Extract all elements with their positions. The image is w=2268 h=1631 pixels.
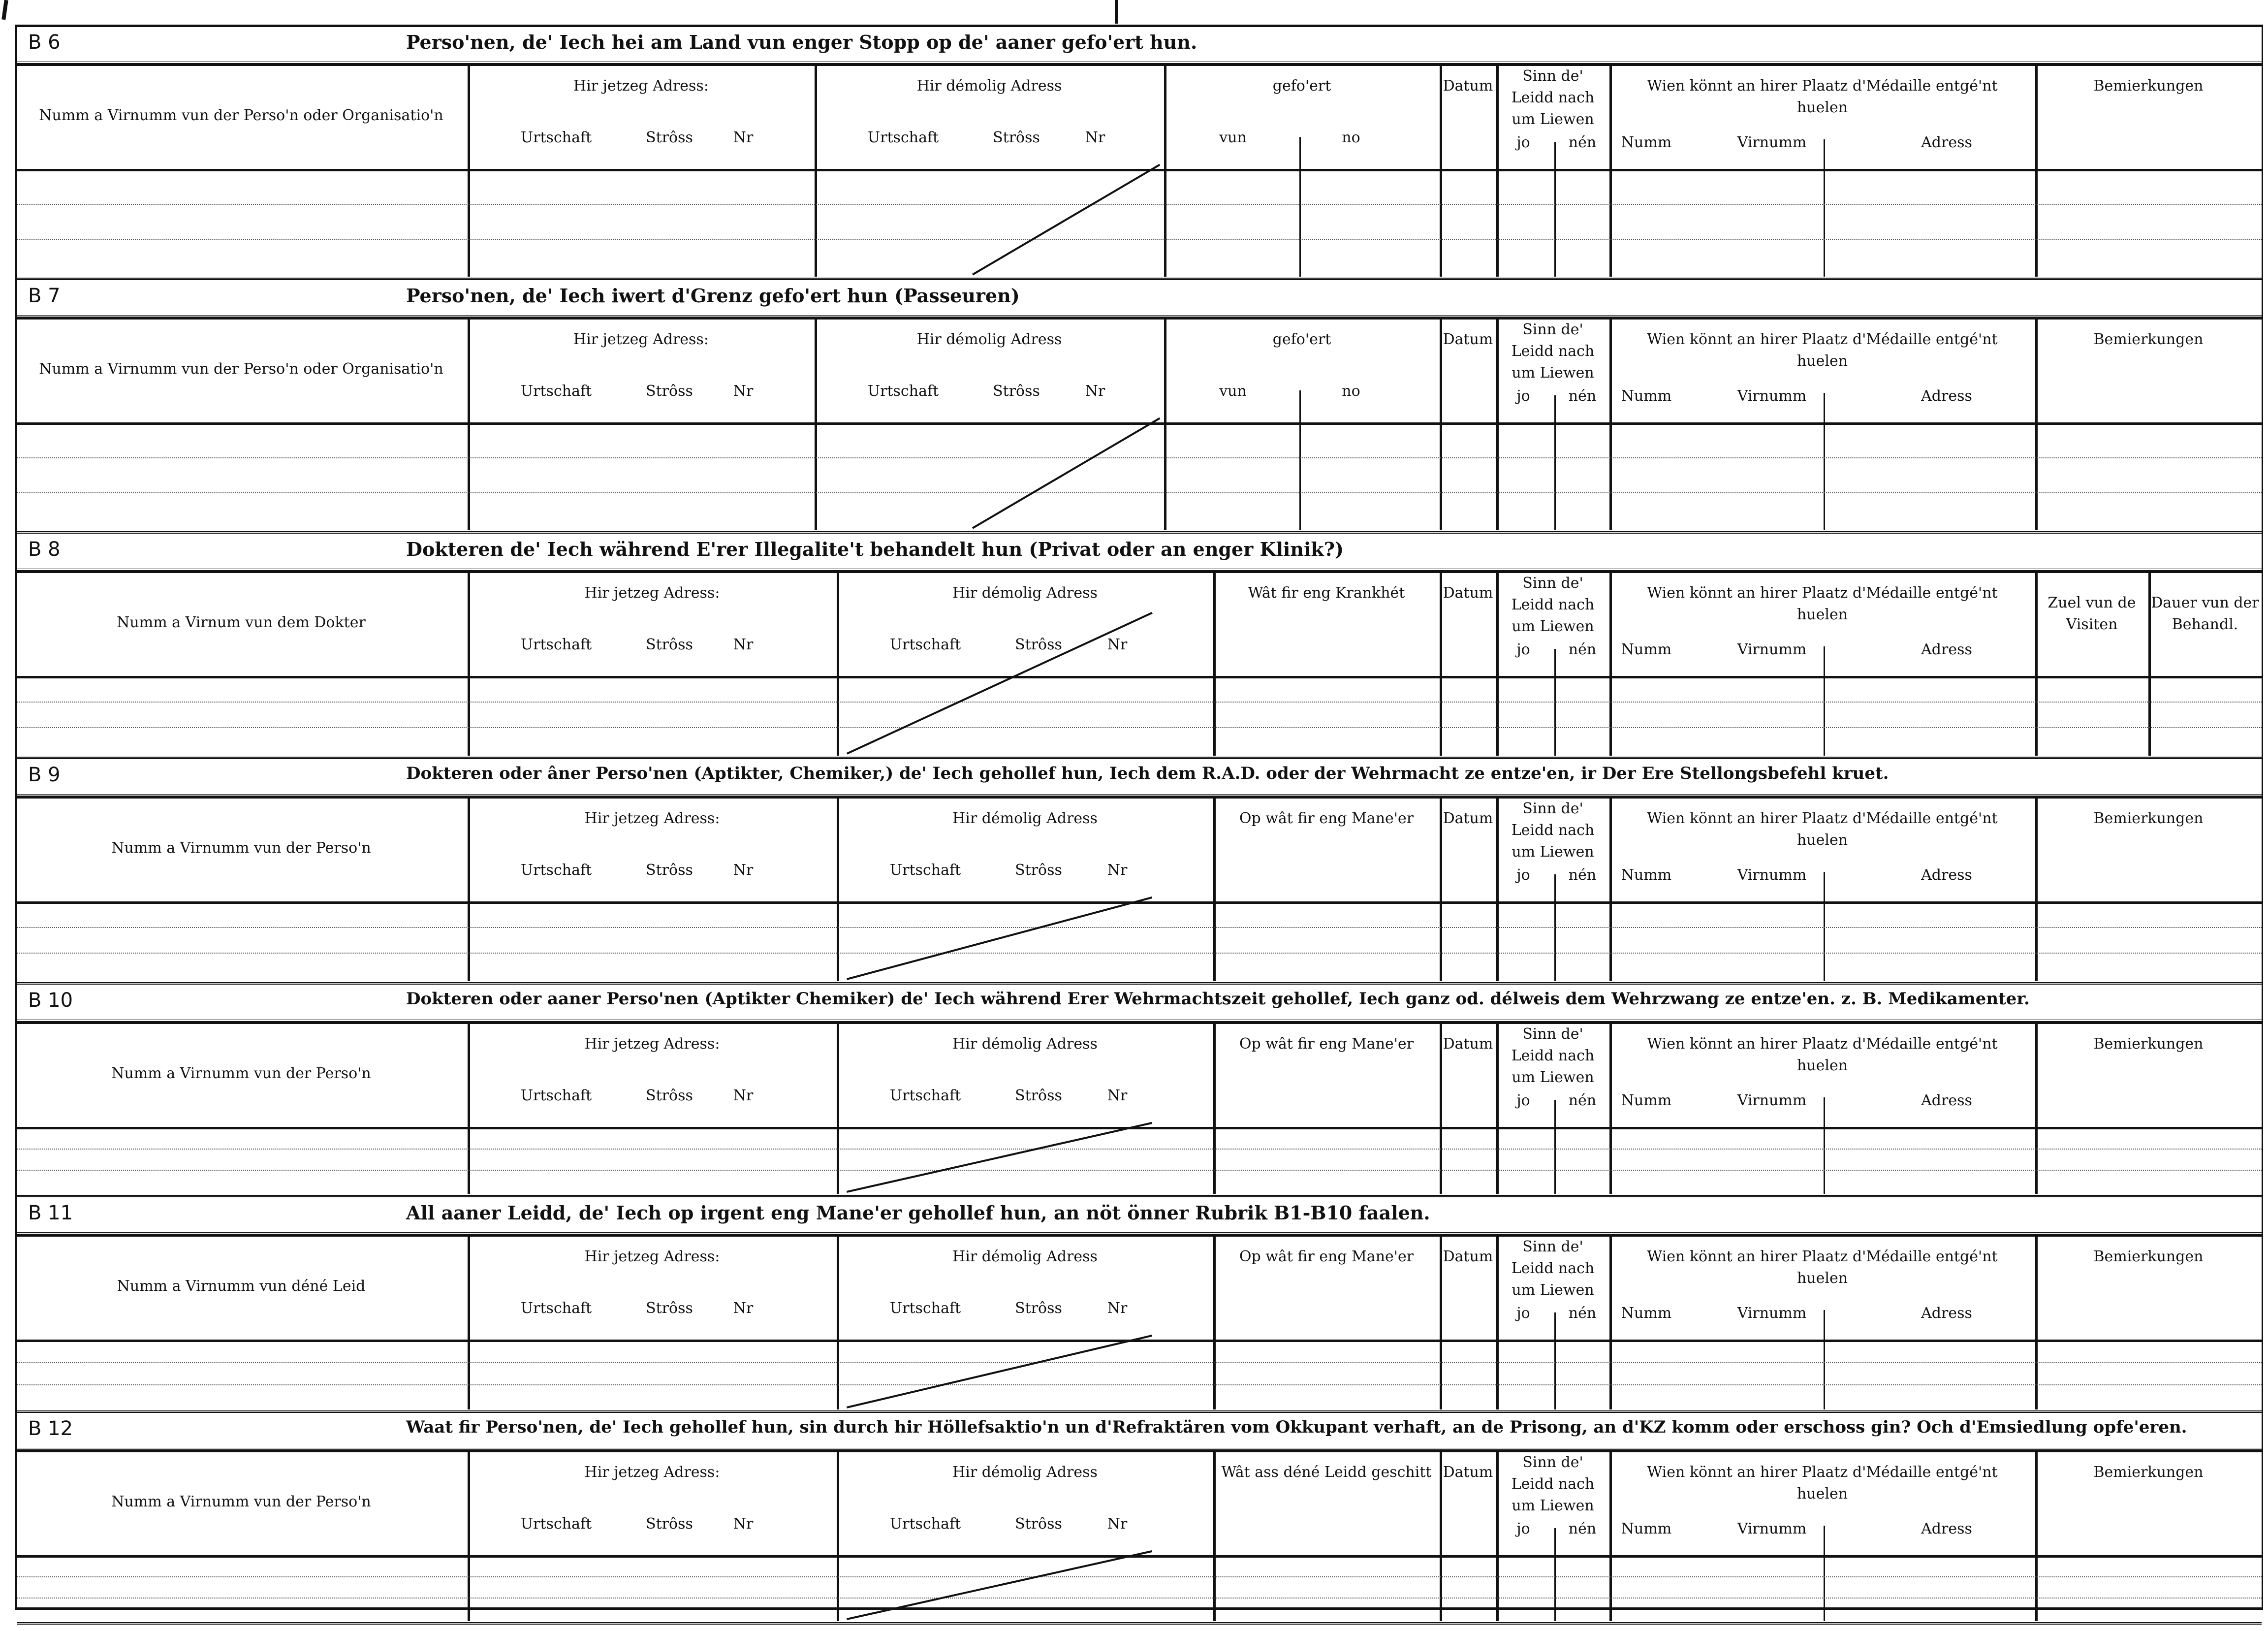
remarks-header: Bemierkungen xyxy=(2093,810,2204,827)
section-b7 xyxy=(17,281,2262,534)
former-address-header: Hir démolig Adress xyxy=(952,1035,1098,1053)
section-bottom-rule xyxy=(17,757,2262,759)
current-address-header: Hir jetzeg Adress: xyxy=(573,77,709,95)
street-subheader: Strôss xyxy=(1015,1087,1062,1104)
current-address-header: Hir jetzeg Adress: xyxy=(584,810,720,827)
entry-row-guide xyxy=(17,1149,2262,1150)
street-subheader: Strôss xyxy=(646,636,693,653)
section-b6 xyxy=(17,27,2262,281)
street-subheader: Strôss xyxy=(993,129,1040,146)
town-subheader: Urtschaft xyxy=(867,383,939,400)
to-subheader: no xyxy=(1342,383,1360,400)
entry-row-guide xyxy=(17,927,2262,928)
date-header: Datum xyxy=(1443,810,1493,827)
section-code: B 7 xyxy=(28,285,61,307)
alive-header: Sinn de' Leidd nach um Liewen xyxy=(1511,67,1595,128)
yes-subheader: jo xyxy=(1516,866,1530,884)
strike-through-line xyxy=(972,164,1160,275)
street-subheader: Strôss xyxy=(1015,1300,1062,1317)
entry-row-guide xyxy=(17,204,2262,205)
column-4-header: Wât ass déné Leidd geschitt xyxy=(1221,1464,1432,1481)
alive-header: Sinn de' Leidd nach um Liewen xyxy=(1511,575,1595,635)
medal-address-subheader: Adress xyxy=(1921,387,1972,405)
medal-subcolumn-divider xyxy=(1824,1310,1825,1409)
number-subheader: Nr xyxy=(1107,1087,1128,1104)
strike-through-line xyxy=(847,896,1152,980)
column-divider xyxy=(1609,1236,1612,1409)
town-subheader: Urtschaft xyxy=(867,129,939,146)
header-bottom-rule xyxy=(17,422,2262,425)
from-to-divider xyxy=(1299,137,1301,277)
section-code: B 11 xyxy=(28,1202,73,1224)
column-divider xyxy=(468,319,470,530)
street-subheader: Strôss xyxy=(646,862,693,879)
remarks-header: Bemierkungen xyxy=(2093,331,2204,348)
entry-row-guide xyxy=(17,1384,2262,1385)
medal-address-subheader: Adress xyxy=(1921,134,1972,151)
column-divider xyxy=(2035,65,2038,277)
street-subheader: Strôss xyxy=(1015,862,1062,879)
town-subheader: Urtschaft xyxy=(520,129,592,146)
no-subheader: nén xyxy=(1568,641,1597,658)
no-subheader: nén xyxy=(1568,866,1597,884)
section-title-bar xyxy=(17,1198,2262,1234)
name-column-header: Numm a Virnumm vun der Perso'n xyxy=(111,1065,371,1082)
section-bottom-rule xyxy=(17,278,2262,280)
column-4-header: gefo'ert xyxy=(1272,77,1331,95)
remarks-header: Bemierkungen xyxy=(2093,77,2204,95)
header-top-rule xyxy=(17,796,2262,799)
former-address-header: Hir démolig Adress xyxy=(952,584,1098,602)
date-header: Datum xyxy=(1443,1248,1493,1265)
former-address-header: Hir démolig Adress xyxy=(952,1248,1098,1265)
medal-subcolumn-divider xyxy=(1824,139,1825,277)
medal-subcolumn-divider xyxy=(1824,1097,1825,1194)
column-divider xyxy=(1440,319,1442,530)
number-subheader: Nr xyxy=(733,1515,754,1533)
section-title-bar xyxy=(17,27,2262,64)
header-top-rule xyxy=(17,1450,2262,1452)
name-column-header: Numm a Virnumm vun der Perso'n xyxy=(111,839,371,857)
section-bottom-rule xyxy=(17,1410,2262,1413)
section-heading: Waat fir Perso'nen, de' Iech gehollef hun, sin durch hir Höllefsaktio'n un d'Refraktären vom Okkupant verhaft, an de Prisong, an d'KZ komm oder erschoss gin? Och d'Emsiedlung opfe'eren. xyxy=(406,1417,2187,1437)
visit-count-header: Zuel vun de Visiten xyxy=(2048,594,2136,633)
town-subheader: Urtschaft xyxy=(520,636,592,653)
section-bottom-rule xyxy=(17,982,2262,985)
section-b9 xyxy=(17,760,2262,985)
current-address-header: Hir jetzeg Adress: xyxy=(584,584,720,602)
header-top-rule xyxy=(17,1234,2262,1237)
no-subheader: nén xyxy=(1568,1092,1597,1109)
column-divider xyxy=(1496,65,1499,277)
number-subheader: Nr xyxy=(1107,1300,1128,1317)
section-b12 xyxy=(17,1413,2262,1625)
medal-firstname-subheader: Virnumm xyxy=(1737,1305,1807,1322)
yes-no-divider xyxy=(1554,395,1556,530)
column-divider xyxy=(1496,319,1499,530)
column-divider xyxy=(1213,1452,1216,1621)
questionnaire-page xyxy=(15,25,2263,1610)
number-subheader: Nr xyxy=(1085,129,1105,146)
town-subheader: Urtschaft xyxy=(889,636,961,653)
no-subheader: nén xyxy=(1568,134,1597,151)
header-top-rule xyxy=(17,571,2262,573)
medal-firstname-subheader: Virnumm xyxy=(1737,134,1807,151)
street-subheader: Strôss xyxy=(993,383,1040,400)
column-divider xyxy=(815,65,817,277)
treatment-duration-header: Dauer vun der Behandl. xyxy=(2151,594,2259,633)
header-top-rule xyxy=(17,1022,2262,1024)
street-subheader: Strôss xyxy=(646,1515,693,1533)
street-subheader: Strôss xyxy=(1015,636,1062,653)
column-4-header: Op wât fir eng Mane'er xyxy=(1239,810,1414,827)
yes-no-divider xyxy=(1554,1100,1556,1194)
section-heading: Perso'nen, de' Iech hei am Land vun enger Stopp op de' aaner gefo'ert hun. xyxy=(406,31,1197,53)
number-subheader: Nr xyxy=(733,636,754,653)
street-subheader: Strôss xyxy=(646,1300,693,1317)
yes-subheader: jo xyxy=(1516,387,1530,405)
entry-row-guide xyxy=(17,1362,2262,1363)
medal-name-subheader: Numm xyxy=(1621,1092,1672,1109)
medal-recipient-header: Wien könnt an hirer Plaatz d'Médaille entgé'nt huelen xyxy=(1647,1035,1998,1074)
yes-subheader: jo xyxy=(1516,1305,1530,1322)
strike-through-line xyxy=(847,1122,1152,1193)
medal-name-subheader: Numm xyxy=(1621,866,1672,884)
date-header: Datum xyxy=(1443,584,1493,602)
entry-row-guide xyxy=(17,492,2262,493)
name-column-header: Numm a Virnumm vun der Perso'n oder Organisatio'n xyxy=(39,107,443,124)
town-subheader: Urtschaft xyxy=(520,383,592,400)
town-subheader: Urtschaft xyxy=(889,1087,961,1104)
column-divider xyxy=(1213,1236,1216,1409)
from-subheader: vun xyxy=(1219,383,1247,400)
from-subheader: vun xyxy=(1219,129,1247,146)
street-subheader: Strôss xyxy=(646,129,693,146)
column-divider xyxy=(1164,319,1166,530)
section-title-bar xyxy=(17,985,2262,1022)
remarks-header: Bemierkungen xyxy=(2093,1464,2204,1481)
medal-firstname-subheader: Virnumm xyxy=(1737,387,1807,405)
medal-recipient-header: Wien könnt an hirer Plaatz d'Médaille entgé'nt huelen xyxy=(1647,1464,1998,1503)
column-4-header: Op wât fir eng Mane'er xyxy=(1239,1035,1414,1053)
column-divider xyxy=(1609,1452,1612,1621)
medal-firstname-subheader: Virnumm xyxy=(1737,1520,1807,1537)
date-header: Datum xyxy=(1443,1464,1493,1481)
number-subheader: Nr xyxy=(1085,383,1105,400)
column-divider xyxy=(1609,65,1612,277)
entry-row-guide xyxy=(17,1576,2262,1577)
section-b8 xyxy=(17,534,2262,760)
medal-name-subheader: Numm xyxy=(1621,387,1672,405)
current-address-header: Hir jetzeg Adress: xyxy=(573,331,709,348)
section-heading: Perso'nen, de' Iech iwert d'Grenz gefo'ert hun (Passeuren) xyxy=(406,285,1020,307)
number-subheader: Nr xyxy=(733,383,754,400)
number-subheader: Nr xyxy=(733,1087,754,1104)
medal-firstname-subheader: Virnumm xyxy=(1737,641,1807,658)
section-code: B 10 xyxy=(28,989,73,1012)
medal-subcolumn-divider xyxy=(1824,646,1825,756)
column-divider xyxy=(1213,1023,1216,1194)
section-heading: Dokteren de' Iech während E'rer Illegalite't behandelt hun (Privat oder an enger Klinik?) xyxy=(406,538,1344,560)
section-b11 xyxy=(17,1198,2262,1413)
column-4-header: gefo'ert xyxy=(1272,331,1331,348)
header-bottom-rule xyxy=(17,1127,2262,1129)
current-address-header: Hir jetzeg Adress: xyxy=(584,1248,720,1265)
name-column-header: Numm a Virnum vun dem Dokter xyxy=(117,614,366,631)
section-bottom-rule xyxy=(17,531,2262,534)
street-subheader: Strôss xyxy=(646,383,693,400)
top-left-mark xyxy=(1,0,8,20)
name-column-header: Numm a Virnumm vun der Perso'n xyxy=(111,1493,371,1510)
medal-address-subheader: Adress xyxy=(1921,866,1972,884)
town-subheader: Urtschaft xyxy=(520,1300,592,1317)
yes-subheader: jo xyxy=(1516,134,1530,151)
section-code: B 9 xyxy=(28,764,61,786)
no-subheader: nén xyxy=(1568,387,1597,405)
alive-header: Sinn de' Leidd nach um Liewen xyxy=(1511,1025,1595,1086)
alive-header: Sinn de' Leidd nach um Liewen xyxy=(1511,800,1595,861)
medal-subcolumn-divider xyxy=(1824,1526,1825,1621)
header-top-rule xyxy=(17,64,2262,66)
medal-name-subheader: Numm xyxy=(1621,1520,1672,1537)
date-header: Datum xyxy=(1443,331,1493,348)
town-subheader: Urtschaft xyxy=(889,1515,961,1533)
section-code: B 12 xyxy=(28,1417,73,1440)
section-code: B 8 xyxy=(28,538,61,561)
former-address-header: Hir démolig Adress xyxy=(952,810,1098,827)
town-subheader: Urtschaft xyxy=(520,862,592,879)
medal-name-subheader: Numm xyxy=(1621,134,1672,151)
medal-recipient-header: Wien könnt an hirer Plaatz d'Médaille entgé'nt huelen xyxy=(1647,77,1998,116)
number-subheader: Nr xyxy=(733,862,754,879)
section-title-bar xyxy=(17,281,2262,317)
section-b10 xyxy=(17,985,2262,1198)
section-heading: Dokteren oder âner Perso'nen (Aptikter, Chemiker,) de' Iech gehollef hun, Iech dem R.A.D. oder der Wehrmacht ze entze'en, ir Der Ere Stellongsbefehl kruet. xyxy=(406,764,1889,783)
strike-through-line xyxy=(972,417,1160,529)
medal-recipient-header: Wien könnt an hirer Plaatz d'Médaille entgé'nt huelen xyxy=(1647,810,1998,849)
name-column-header: Numm a Virnumm vun déné Leid xyxy=(117,1278,366,1295)
column-divider xyxy=(2035,319,2038,530)
column-divider xyxy=(1609,1023,1612,1194)
alive-header: Sinn de' Leidd nach um Liewen xyxy=(1511,321,1595,382)
street-subheader: Strôss xyxy=(646,1087,693,1104)
section-title-bar xyxy=(17,534,2262,571)
column-4-header: Wât fir eng Krankhét xyxy=(1248,584,1405,602)
medal-name-subheader: Numm xyxy=(1621,641,1672,658)
column-divider xyxy=(468,65,470,277)
street-subheader: Strôss xyxy=(1015,1515,1062,1533)
top-center-mark xyxy=(1115,0,1118,24)
medal-recipient-header: Wien könnt an hirer Plaatz d'Médaille entgé'nt huelen xyxy=(1647,331,1998,370)
section-code: B 6 xyxy=(28,31,61,54)
header-bottom-rule xyxy=(17,676,2262,678)
entry-row-guide xyxy=(17,1598,2262,1599)
current-address-header: Hir jetzeg Adress: xyxy=(584,1035,720,1053)
entry-row-guide xyxy=(17,953,2262,954)
section-title-bar xyxy=(17,760,2262,796)
former-address-header: Hir démolig Adress xyxy=(916,331,1062,348)
town-subheader: Urtschaft xyxy=(520,1087,592,1104)
number-subheader: Nr xyxy=(733,1300,754,1317)
date-header: Datum xyxy=(1443,77,1493,95)
town-subheader: Urtschaft xyxy=(889,1300,961,1317)
medal-address-subheader: Adress xyxy=(1921,641,1972,658)
section-heading: All aaner Leidd, de' Iech op irgent eng Mane'er gehollef hun, an nöt önner Rubrik B1-B10 faalen. xyxy=(406,1202,1430,1224)
yes-no-divider xyxy=(1554,1312,1556,1409)
column-divider xyxy=(1164,65,1166,277)
strike-through-line xyxy=(847,612,1153,755)
no-subheader: nén xyxy=(1568,1305,1597,1322)
header-bottom-rule xyxy=(17,1340,2262,1342)
no-subheader: nén xyxy=(1568,1520,1597,1537)
yes-subheader: jo xyxy=(1516,641,1530,658)
medal-firstname-subheader: Virnumm xyxy=(1737,866,1807,884)
remarks-header: Bemierkungen xyxy=(2093,1248,2204,1265)
medal-address-subheader: Adress xyxy=(1921,1520,1972,1537)
medal-address-subheader: Adress xyxy=(1921,1092,1972,1109)
medal-recipient-header: Wien könnt an hirer Plaatz d'Médaille entgé'nt huelen xyxy=(1647,1248,1998,1287)
alive-header: Sinn de' Leidd nach um Liewen xyxy=(1511,1454,1595,1514)
column-divider xyxy=(1609,319,1612,530)
medal-subcolumn-divider xyxy=(1824,872,1825,981)
number-subheader: Nr xyxy=(1107,862,1128,879)
header-bottom-rule xyxy=(17,169,2262,171)
number-subheader: Nr xyxy=(1107,636,1128,653)
date-header: Datum xyxy=(1443,1035,1493,1053)
from-to-divider xyxy=(1299,390,1301,530)
alive-header: Sinn de' Leidd nach um Liewen xyxy=(1511,1238,1595,1299)
former-address-header: Hir démolig Adress xyxy=(952,1464,1098,1481)
number-subheader: Nr xyxy=(733,129,754,146)
entry-row-guide xyxy=(17,1170,2262,1171)
current-address-header: Hir jetzeg Adress: xyxy=(584,1464,720,1481)
strike-through-line xyxy=(847,1335,1152,1408)
yes-subheader: jo xyxy=(1516,1092,1530,1109)
name-column-header: Numm a Virnumm vun der Perso'n oder Organisatio'n xyxy=(39,360,443,378)
medal-subcolumn-divider xyxy=(1824,393,1825,530)
column-4-header: Op wât fir eng Mane'er xyxy=(1239,1248,1414,1265)
strike-through-line xyxy=(847,1550,1152,1620)
medal-recipient-header: Wien könnt an hirer Plaatz d'Médaille entgé'nt huelen xyxy=(1647,584,1998,623)
section-heading: Dokteren oder aaner Perso'nen (Aptikter Chemiker) de' Iech während Erer Wehrmachtszeit gehollef, Iech ganz od. délweis dem Wehrzwang ze entze'en. z. B. Medikamenter. xyxy=(406,989,2030,1009)
remarks-header: Bemierkungen xyxy=(2093,1035,2204,1053)
header-top-rule xyxy=(17,317,2262,320)
yes-no-divider xyxy=(1554,142,1556,277)
entry-row-guide xyxy=(17,457,2262,458)
column-divider xyxy=(815,319,817,530)
number-subheader: Nr xyxy=(1107,1515,1128,1533)
header-bottom-rule xyxy=(17,1555,2262,1558)
to-subheader: no xyxy=(1342,129,1360,146)
medal-name-subheader: Numm xyxy=(1621,1305,1672,1322)
section-bottom-rule xyxy=(17,1195,2262,1197)
section-title-bar xyxy=(17,1413,2262,1450)
town-subheader: Urtschaft xyxy=(520,1515,592,1533)
entry-row-guide xyxy=(17,727,2262,728)
town-subheader: Urtschaft xyxy=(889,862,961,879)
former-address-header: Hir démolig Adress xyxy=(916,77,1062,95)
column-divider xyxy=(1440,65,1442,277)
yes-subheader: jo xyxy=(1516,1520,1530,1537)
yes-no-divider xyxy=(1554,1528,1556,1621)
medal-address-subheader: Adress xyxy=(1921,1305,1972,1322)
entry-row-guide xyxy=(17,702,2262,703)
medal-firstname-subheader: Virnumm xyxy=(1737,1092,1807,1109)
section-bottom-rule xyxy=(17,1622,2262,1625)
entry-row-guide xyxy=(17,239,2262,240)
